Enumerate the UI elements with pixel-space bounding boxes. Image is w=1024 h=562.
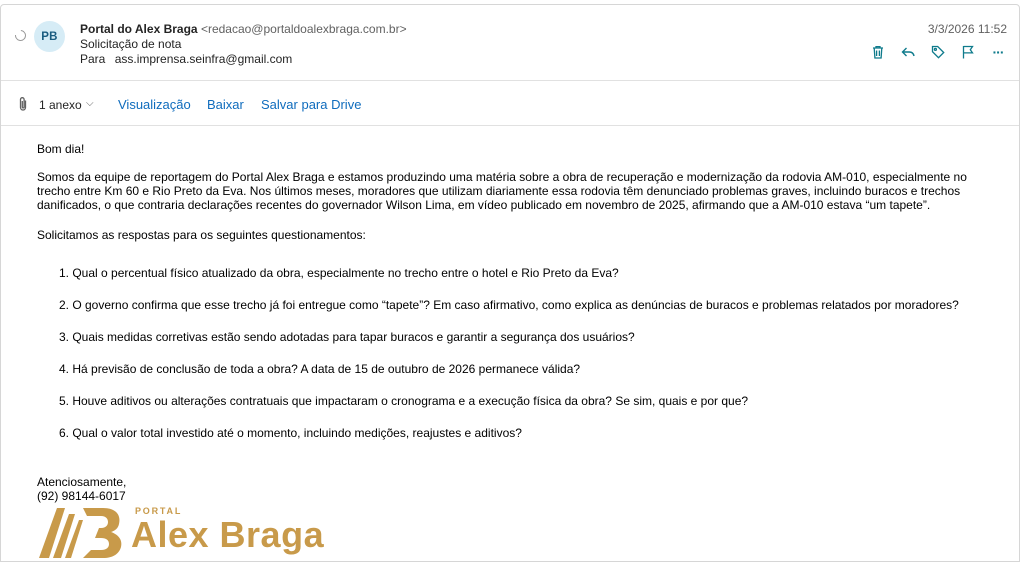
reply-icon[interactable] — [899, 43, 917, 61]
greeting: Bom dia! — [37, 142, 85, 156]
logo-portal-text: PORTAL — [135, 506, 183, 516]
list-item: 3. Quais medidas corretivas estão sendo adotadas para tapar buracos e garantir a segurança dos usuários? — [59, 330, 635, 344]
alex-braga-logo — [39, 504, 359, 558]
questions-list — [59, 266, 959, 458]
sender-name[interactable]: Portal do Alex Braga — [80, 22, 198, 36]
read-status-icon[interactable] — [13, 28, 28, 43]
email-header — [1, 5, 1019, 81]
chevron-down-icon[interactable]: ⌵ — [86, 98, 94, 109]
signature-phone: (92) 98144-6017 — [37, 489, 126, 503]
email-body — [37, 140, 977, 503]
logo-mark-icon — [39, 504, 125, 558]
intro-paragraph: Somos da equipe de reportagem do Portal Alex Braga e estamos produzindo uma matéria sobre a obra de recuperação e modernização da rodovia AM-010, especialmente no trecho entre Km 60 e Rio Preto da Eva. Nos últimos meses, moradores que utilizam diariamente essa rodovia têm denunciado problemas graves, incluindo buracos e trechos danificados, o que contraria declarações recentes do governador Wilson Lima, em vídeo publicado em novembro de 2025, afirmando que a AM-010 estava “um tapete”. — [37, 170, 967, 212]
attachment-count[interactable]: 1 anexo — [39, 98, 82, 112]
avatar[interactable]: PB — [34, 21, 65, 52]
more-icon[interactable]: ··· — [992, 44, 1004, 60]
trash-icon[interactable] — [869, 43, 887, 61]
download-link[interactable]: Baixar — [207, 97, 244, 112]
tag-icon[interactable] — [929, 43, 947, 61]
list-item: 1. Qual o percentual físico atualizado da obra, especialmente no trecho entre o hotel e Rio Preto da Eva? — [59, 266, 619, 280]
list-item: 4. Há previsão de conclusão de toda a obra? A data de 15 de outubro de 2026 permanece válida? — [59, 362, 581, 376]
paperclip-icon — [18, 96, 28, 112]
email-subject: Solicitação de nota — [80, 37, 182, 51]
sender-line — [80, 22, 407, 36]
signature-closing: Atenciosamente, — [37, 475, 127, 489]
recipient-line — [80, 52, 292, 66]
list-item: 2. O governo confirma que esse trecho já foi entregue como “tapete”? Em caso afirmativo, como explica as denúncias de buracos e problemas relatados por moradores? — [59, 298, 959, 312]
attachment-bar — [1, 82, 1019, 126]
preview-link[interactable]: Visualização — [118, 97, 191, 112]
recipient-address[interactable]: ass.imprensa.seinfra@gmail.com — [114, 52, 293, 66]
request-paragraph: Solicitamos as respostas para os seguintes questionamentos: — [37, 228, 366, 242]
message-actions — [869, 43, 1007, 61]
sender-email: <redacao@portaldoalexbraga.com.br> — [200, 22, 407, 36]
save-to-drive-link[interactable]: Salvar para Drive — [261, 97, 362, 112]
to-label: Para — [80, 52, 106, 66]
logo-name-text: Alex Braga — [131, 514, 325, 555]
flag-icon[interactable] — [959, 43, 977, 61]
list-item: 5. Houve aditivos ou alterações contratuais que impactaram o cronograma e a execução física da obra? Se sim, quais e por que? — [59, 394, 749, 408]
email-date: 3/3/2026 11:52 — [927, 22, 1007, 36]
list-item: 6. Qual o valor total investido até o momento, incluindo medições, reajustes e aditivos? — [59, 426, 522, 440]
